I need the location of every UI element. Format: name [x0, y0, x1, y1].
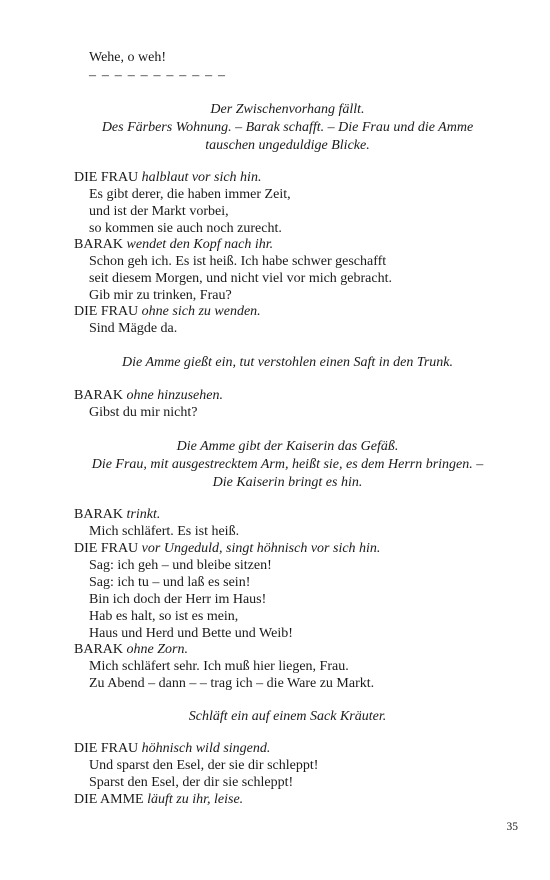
speaker-name: DIE FRAU [74, 741, 139, 756]
verse-line: Wehe, o weh! [89, 50, 167, 65]
stage-direction: Die Frau, mit ausgestrecktem Arm, heißt sie, es dem Herrn bringen. – [91, 457, 484, 472]
speaker-name: BARAK [74, 237, 124, 252]
speaker-heading [74, 506, 160, 524]
verse-line: Gib mir zu trinken, Frau? [89, 288, 232, 303]
stage-direction: Die Amme gießt ein, tut verstohlen einen Saft in den Trunk. [121, 355, 454, 370]
speaker-direction: höhnisch wild singend. [141, 741, 271, 756]
speaker-heading [74, 387, 223, 405]
speaker-heading [74, 791, 243, 809]
speaker-name: BARAK [74, 507, 124, 522]
speaker-heading [74, 740, 270, 758]
verse-line: Und sparst den Esel, der sie dir schleppt! [89, 758, 319, 773]
stage-direction: Die Amme gibt der Kaiserin das Gefäß. [176, 439, 399, 454]
speaker-heading [74, 236, 273, 254]
speaker-direction: trinkt. [126, 507, 161, 522]
stage-direction: Des Färbers Wohnung. – Barak schafft. – Die Frau und die Amme [101, 120, 474, 135]
verse-line: Mich schläfert. Es ist heiß. [89, 524, 240, 539]
speaker-heading [74, 303, 261, 321]
speaker-name: BARAK [74, 642, 124, 657]
speaker-name: DIE FRAU [74, 170, 139, 185]
dash-line: – – – – – – – – – – – [89, 68, 227, 83]
verse-line: Mich schläfert sehr. Ich muß hier liegen, Frau. [89, 659, 349, 674]
stage-direction: Schläft ein auf einem Sack Kräuter. [188, 709, 387, 724]
verse-line: Haus und Herd und Bette und Weib! [89, 626, 293, 641]
speaker-heading [74, 169, 261, 187]
speaker-direction: wendet den Kopf nach ihr. [126, 237, 274, 252]
stage-direction: Die Kaiserin bringt es hin. [212, 475, 363, 490]
verse-line: Gibst du mir nicht? [89, 405, 198, 420]
speaker-direction: läuft zu ihr, leise. [147, 792, 244, 807]
verse-line: Es gibt derer, die haben immer Zeit, [89, 187, 291, 202]
verse-line: Sag: ich tu – und laß es sein! [89, 575, 251, 590]
speaker-direction: vor Ungeduld, singt höhnisch vor sich hin. [141, 541, 381, 556]
verse-line: Hab es halt, so ist es mein, [89, 609, 239, 624]
page-number: 35 [506, 821, 518, 833]
verse-line: so kommen sie auch noch zurecht. [89, 221, 282, 236]
stage-direction: Der Zwischenvorhang fällt. [210, 102, 365, 117]
verse-line: Schon geh ich. Es ist heiß. Ich habe schwer geschafft [89, 254, 387, 269]
speaker-name: BARAK [74, 388, 124, 403]
speaker-direction: halblaut vor sich hin. [141, 170, 262, 185]
speaker-name: DIE AMME [74, 792, 144, 807]
verse-line: und ist der Markt vorbei, [89, 204, 229, 219]
verse-line: Zu Abend – dann – – trag ich – die Ware zu Markt. [89, 676, 375, 691]
speaker-heading [74, 641, 188, 659]
verse-line: seit diesem Morgen, und nicht viel vor mich gebracht. [89, 271, 393, 286]
speaker-heading [74, 540, 380, 558]
verse-line: Bin ich doch der Herr im Haus! [89, 592, 267, 607]
speaker-direction: ohne sich zu wenden. [141, 304, 261, 319]
speaker-name: DIE FRAU [74, 304, 139, 319]
verse-line: Sparst den Esel, der dir sie schleppt! [89, 775, 294, 790]
stage-direction: tauschen ungeduldige Blicke. [205, 138, 370, 153]
speaker-direction: ohne hinzusehen. [126, 388, 223, 403]
speaker-direction: ohne Zorn. [126, 642, 188, 657]
verse-line: Sind Mägde da. [89, 321, 178, 336]
verse-line: Sag: ich geh – und bleibe sitzen! [89, 558, 272, 573]
speaker-name: DIE FRAU [74, 541, 139, 556]
